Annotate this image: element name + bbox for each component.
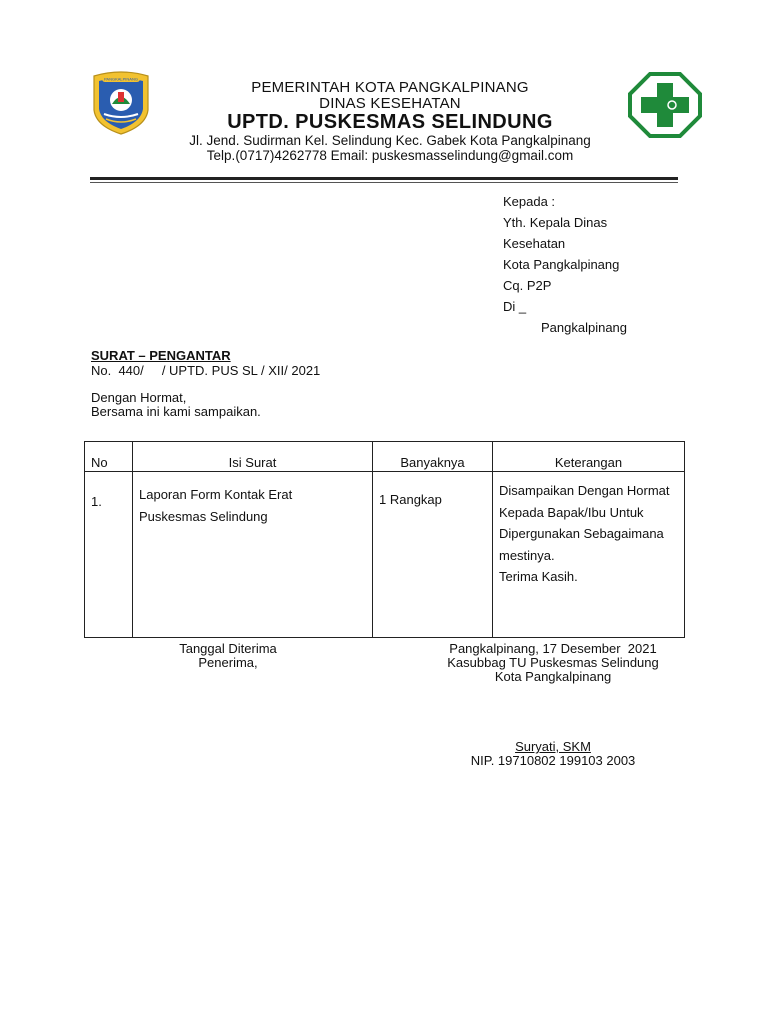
col-header-no: No xyxy=(85,442,133,472)
signer-city: Kota Pangkalpinang xyxy=(494,669,612,684)
banyaknya-value: 1 Rangkap xyxy=(379,492,442,507)
signer-position: Kasubbag TU Puskesmas Selindung xyxy=(447,655,659,670)
keterangan-line: Dipergunakan Sebagaimana xyxy=(499,526,664,541)
header-contact: Telp.(0717)4262778 Email: puskesmasselindung@gmail.com xyxy=(206,148,574,163)
recipient-line: Kepada : xyxy=(503,194,556,209)
receiver-label: Penerima, xyxy=(198,655,258,670)
cell-banyaknya xyxy=(373,472,493,638)
header-address: Jl. Jend. Sudirman Kel. Selindung Kec. Gabek Kota Pangkalpinang xyxy=(189,133,591,148)
header-divider-thin xyxy=(90,182,678,183)
header-title: UPTD. PUSKESMAS SELINDUNG xyxy=(227,111,553,133)
col-header-keterangan: Keterangan xyxy=(493,442,685,472)
letter-greeting: Dengan Hormat, xyxy=(91,390,187,405)
place-date: Pangkalpinang, 17 Desember 2021 xyxy=(449,641,657,656)
cell-no xyxy=(85,472,133,638)
emblem-text: PANGKALPINANG xyxy=(104,76,138,82)
received-date-label: Tanggal Diterima xyxy=(179,641,277,656)
header-divider-thick xyxy=(90,177,678,180)
col-header-banyaknya: Banyaknya xyxy=(373,442,493,472)
recipient-line: Di _ xyxy=(503,299,527,314)
header-government: PEMERINTAH KOTA PANGKALPINANG xyxy=(251,79,529,96)
header-department: DINAS KESEHATAN xyxy=(319,95,461,112)
letter-intro: Bersama ini kami sampaikan. xyxy=(91,404,261,419)
isi-line: Puskesmas Selindung xyxy=(139,508,268,524)
keterangan-line: mestinya. xyxy=(499,547,555,563)
table-row xyxy=(85,472,685,638)
recipient-line: Cq. P2P xyxy=(503,278,552,293)
isi-line: Laporan Form Kontak Erat xyxy=(139,487,293,502)
recipient-line: Kesehatan xyxy=(503,236,566,251)
letter-number: No. 440/ / UPTD. PUS SL / XII/ 2021 xyxy=(91,363,321,378)
row-number: 1. xyxy=(91,494,102,509)
letter-table xyxy=(84,441,685,638)
keterangan-line: Kepada Bapak/Ibu Untuk xyxy=(499,504,644,520)
letter-title: SURAT – PENGANTAR xyxy=(91,348,231,363)
cell-keterangan xyxy=(493,472,685,638)
cell-isi-surat xyxy=(133,472,373,638)
signer-nip: NIP. 19710802 199103 2003 xyxy=(470,753,636,768)
keterangan-line: Disampaikan Dengan Hormat xyxy=(499,483,670,498)
puskesmas-cross-logo xyxy=(628,72,702,138)
keterangan-line: Terima Kasih. xyxy=(499,569,578,584)
recipient-line: Pangkalpinang xyxy=(541,320,628,335)
city-emblem-logo xyxy=(88,70,154,136)
recipient-line: Yth. Kepala Dinas xyxy=(503,215,608,230)
table-header-row xyxy=(85,442,685,472)
recipient-line: Kota Pangkalpinang xyxy=(503,257,620,272)
signer-name: Suryati, SKM xyxy=(515,739,591,754)
col-header-isi-surat: Isi Surat xyxy=(133,442,373,472)
